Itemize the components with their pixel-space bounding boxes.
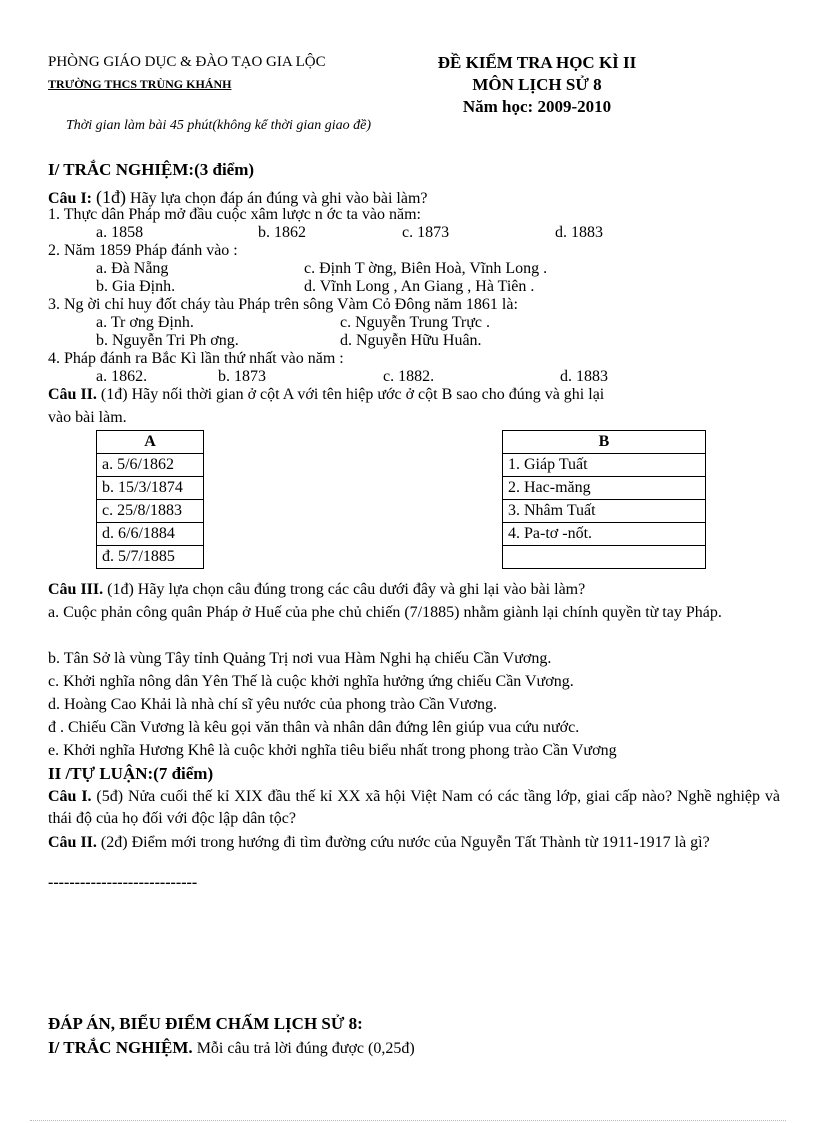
q1-item-3-option-b: b. Nguyễn Tri Ph ơng. <box>96 332 239 349</box>
q3-statement-d: d. Hoàng Cao Khải là nhà chí sĩ yêu nước của phong trào Cần Vương. <box>48 696 497 713</box>
school-name: TRƯỜNG THCS TRÙNG KHÁNH <box>48 77 232 91</box>
part2-title: II /TỰ LUẬN:(7 điểm) <box>48 764 214 783</box>
q1-item-1-option-d: d. 1883 <box>555 224 603 241</box>
part1-title: I/ TRẮC NGHIỆM:(3 điểm) <box>48 160 255 179</box>
header-left <box>48 54 326 92</box>
header-right <box>412 52 662 118</box>
dashed-separator: ---------------------------- <box>48 874 198 891</box>
q3-header <box>48 581 585 599</box>
essay-q1-label: Câu I. <box>48 788 92 805</box>
q1-header <box>48 187 427 208</box>
column-b-table <box>502 430 706 569</box>
q3-statement-dd: đ . Chiếu Cần Vương là kêu gọi văn thân và nhân dân đứng lên giúp vua cứu nước. <box>48 719 580 736</box>
page-bottom-divider <box>30 1120 786 1121</box>
essay-q2-text: (2đ) Điểm mới trong hướng đi tìm đường cứu nước của Nguyễn Tất Thành từ 1911-1917 là gì? <box>100 834 710 851</box>
column-a-cell: c. 25/8/1883 <box>97 500 204 523</box>
q1-item-2-option-c: c. Định T ờng, Biên Hoà, Vĩnh Long . <box>304 260 548 277</box>
q3-statement-b: b. Tân Sở là vùng Tây tỉnh Quảng Trị nơi vua Hàm Nghi hạ chiếu Cần Vương. <box>48 650 552 667</box>
q1-item-4-option-d: d. 1883 <box>560 368 608 385</box>
time-note: Thời gian làm bài 45 phút(không kể thời gian giao đề) <box>66 118 372 133</box>
q1-item-2-option-b: b. Gia Định. <box>96 278 176 295</box>
q3-statement-a: a. Cuộc phản công quân Pháp ở Huế của phe chủ chiến (7/1885) nhằm giành lại chính quyền từ tay Pháp. <box>48 604 722 621</box>
column-a-cell: b. 15/3/1874 <box>97 477 204 500</box>
q2-label: Câu II. <box>48 386 97 403</box>
q1-item-4-option-a: a. 1862. <box>96 368 148 385</box>
essay-q2-label: Câu II. <box>48 834 97 851</box>
q1-item-4-option-b: b. 1873 <box>218 368 266 385</box>
answer-key-title: ĐÁP ÁN, BIỂU ĐIỂM CHẤM LỊCH SỬ 8: <box>48 1014 363 1033</box>
department-name: PHÒNG GIÁO DỤC & ĐÀO TẠO GIA LỘC <box>48 54 326 70</box>
q1-item-2-option-d: d. Vĩnh Long , An Giang , Hà Tiên . <box>304 278 535 295</box>
column-b-cell: 3. Nhâm Tuất <box>503 500 706 523</box>
answer-key-part1 <box>48 1038 415 1058</box>
q2-text: (1đ) Hãy nối thời gian ở cột A với tên hiệp ước ở cột B sao cho đúng và ghi lại <box>100 386 605 403</box>
column-b-cell: 2. Hac-măng <box>503 477 706 500</box>
exam-title: ĐỀ KIỂM TRA HỌC KÌ II <box>437 53 637 72</box>
q1-label: Câu I: <box>48 190 93 207</box>
q3-label: Câu III. <box>48 581 104 598</box>
q1-item-2-option-a: a. Đà Nẵng <box>96 260 169 277</box>
q1-item-3-option-c: c. Nguyễn Trung Trực . <box>340 314 491 331</box>
column-a-cell: a. 5/6/1862 <box>97 454 204 477</box>
column-a-cell: d. 6/6/1884 <box>97 523 204 546</box>
answer-key-part1-text: Mỗi câu trả lời đúng được (0,25đ) <box>196 1040 415 1057</box>
q2-text-continued: vào bài làm. <box>48 409 127 426</box>
q1-item-1-option-c: c. 1873 <box>402 224 450 241</box>
q1-item-1-option-a: a. 1858 <box>96 224 144 241</box>
q3-statement-e: e. Khởi nghĩa Hương Khê là cuộc khởi nghĩa tiêu biểu nhất trong phong trào Cần Vương <box>48 742 617 759</box>
q1-item-1-option-b: b. 1862 <box>258 224 306 241</box>
q1-item-4-option-c: c. 1882. <box>383 368 435 385</box>
q1-item-3-option-a: a. Tr ơng Định. <box>96 314 194 331</box>
q1-item-4-question: 4. Pháp đánh ra Bắc Kì lần thứ nhất vào năm : <box>48 350 344 367</box>
column-a-header: A <box>97 431 204 454</box>
q3-text: (1đ) Hãy lựa chọn câu đúng trong các câu dưới đây và ghi lại vào bài làm? <box>107 581 586 598</box>
q3-statement-c: c. Khởi nghĩa nông dân Yên Thế là cuộc khởi nghĩa hưởng ứng chiếu Cần Vương. <box>48 673 574 690</box>
essay-q1 <box>48 786 780 830</box>
subject-title: MÔN LỊCH SỬ 8 <box>472 75 602 94</box>
q1-prompt: Hãy lựa chọn đáp án đúng và ghi vào bài làm? <box>130 190 428 207</box>
answer-key-part1-label: I/ TRẮC NGHIỆM. <box>48 1038 193 1057</box>
q1-item-3-question: 3. Ng ời chỉ huy đốt cháy tàu Pháp trên sông Vàm Cỏ Đông năm 1861 là: <box>48 296 518 313</box>
essay-q2 <box>48 832 780 854</box>
q2-header <box>48 386 604 404</box>
column-a-cell: đ. 5/7/1885 <box>97 546 204 569</box>
q1-item-1-question: 1. Thực dân Pháp mở đầu cuộc xâm lược n ớc ta vào năm: <box>48 206 421 223</box>
q1-item-2-question: 2. Năm 1859 Pháp đánh vào : <box>48 242 238 259</box>
school-year: Năm học: 2009-2010 <box>462 97 612 116</box>
q1-item-3-option-d: d. Nguyễn Hữu Huân. <box>340 332 482 349</box>
column-b-cell <box>503 546 706 569</box>
column-b-cell: 1. Giáp Tuất <box>503 454 706 477</box>
column-b-cell: 4. Pa-tơ -nốt. <box>503 523 706 546</box>
q1-points: (1đ) <box>96 187 127 207</box>
column-b-header: B <box>503 431 706 454</box>
column-a-table <box>96 430 204 569</box>
essay-q1-text: (5đ) Nửa cuối thế kỉ XIX đầu thế kỉ XX xã hội Việt Nam có các tầng lớp, giai cấp nào? Nghề nghiệp và thái độ của họ đối với độc lập dân tộc? <box>48 788 781 827</box>
